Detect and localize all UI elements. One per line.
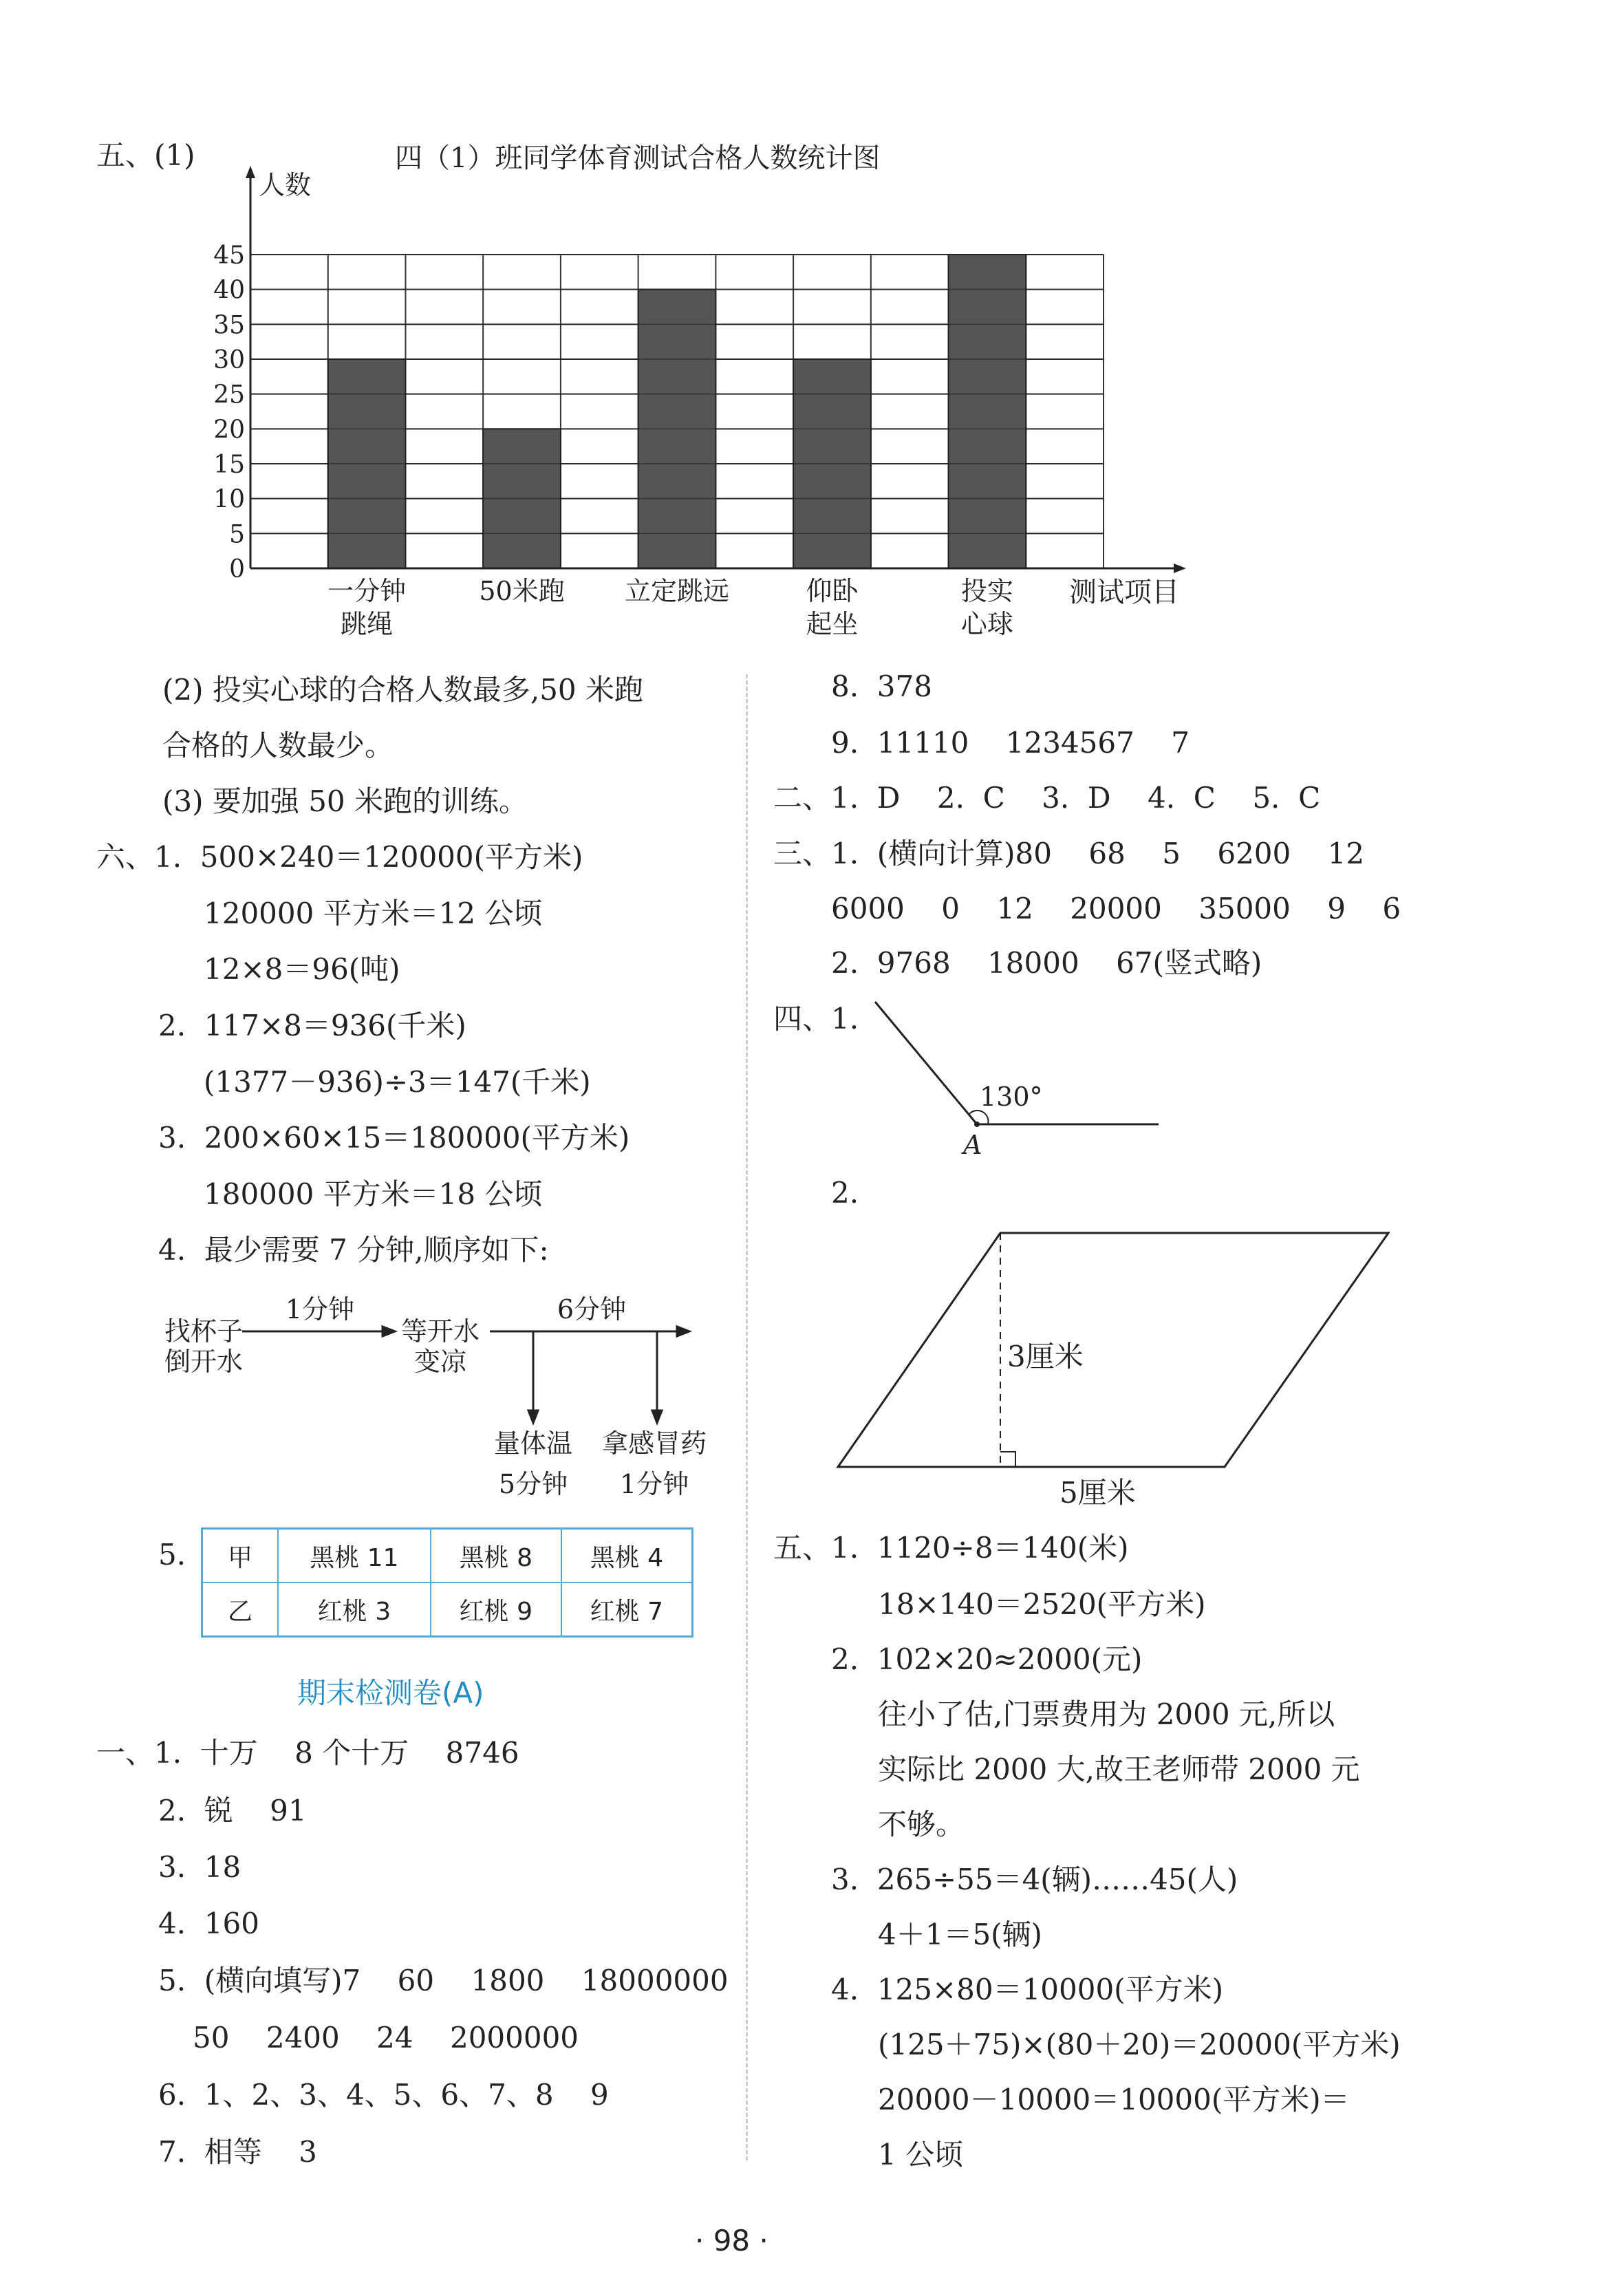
right-b-line-10: (125＋75)×(80＋20)＝20000(平方米) (878, 2028, 1401, 2061)
left-line-5: 120000 平方米＝12 公顷 (204, 897, 543, 930)
y-tick-label: 10 (213, 485, 245, 514)
y-tick-label: 30 (213, 346, 245, 374)
right-b-line-9: 4. 125×80＝10000(平方米) (831, 1973, 1223, 2006)
y-tick-label: 45 (213, 242, 245, 270)
y-tick-label: 5 (229, 520, 245, 549)
base-label: 5厘米 (1059, 1476, 1136, 1510)
left-line-3: (3) 要加强 50 米跑的训练。 (162, 784, 528, 818)
left-line-10: 180000 平方米＝18 公顷 (204, 1177, 543, 1211)
left-line-7: 2. 117×8＝936(千米) (158, 1009, 466, 1042)
flow-sub1-line1: 量体温 (493, 1428, 572, 1459)
right-b-line-6: 不够。 (878, 1807, 965, 1841)
left-line-6: 12×8＝96(吨) (204, 952, 400, 986)
x-tick-label: 仰卧 (806, 576, 859, 606)
angle-point-label: A (963, 1130, 982, 1160)
right-line-1: 8. 378 (831, 669, 932, 703)
right-b-line-5: 实际比 2000 大,故王老师带 2000 元 (878, 1752, 1360, 1786)
x-tick-label: 立定跳远 (624, 576, 730, 606)
q5-label: 5. (158, 1538, 186, 1571)
x-tick-label: 50米跑 (479, 576, 565, 606)
right-b-line-8: 4＋1＝5(辆) (878, 1918, 1042, 1951)
y-tick-label: 35 (213, 311, 245, 340)
left-line-2: 合格的人数最少。 (162, 729, 394, 762)
left-line-1: (2) 投实心球的合格人数最多,50 米跑 (162, 673, 643, 707)
height-label: 3厘米 (1007, 1340, 1084, 1373)
right-b-line-1: 五、1. 1120÷8＝140(米) (773, 1531, 1129, 1565)
table-cell: 红桃 3 (278, 1582, 431, 1637)
right-b-line-12: 1 公顷 (878, 2138, 964, 2171)
right-b-line-2: 18×140＝2520(平方米) (878, 1587, 1206, 1621)
exam-line-1: 一、1. 十万 8 个十万 8746 (96, 1736, 519, 1770)
flow-arrow2-label: 6分钟 (557, 1294, 627, 1324)
left-line-11: 4. 最少需要 7 分钟,顺序如下: (158, 1233, 549, 1267)
right-line-7: 四、1. (773, 1002, 859, 1036)
table-cell: 甲 (202, 1529, 279, 1583)
flow-step1-line1: 找杯子 (164, 1316, 243, 1347)
x-tick-label: 投实 (960, 576, 1013, 606)
section-5-label: 五、(1) (96, 138, 195, 172)
exam-line-6: 50 2400 24 2000000 (193, 2021, 579, 2054)
right-line-2: 9. 11110 1234567 7 (831, 726, 1190, 760)
table-cell: 乙 (202, 1582, 279, 1637)
flow-step2-line2: 变凉 (413, 1347, 466, 1377)
right-line-4: 三、1. (横向计算)80 68 5 6200 12 (773, 837, 1365, 870)
flow-step1-line2: 倒开水 (164, 1347, 243, 1377)
right-line-5: 6000 0 12 20000 35000 9 6 (831, 892, 1401, 925)
exam-line-4: 4. 160 (158, 1907, 259, 1940)
x-tick-label: 起坐 (806, 609, 859, 639)
y-tick-label: 20 (213, 416, 245, 444)
exam-line-8: 7. 相等 3 (158, 2135, 317, 2169)
page-number: · 98 · (695, 2224, 768, 2257)
exam-title: 期末检测卷(A) (297, 1676, 484, 1710)
y-tick-label: 40 (213, 276, 245, 305)
exam-line-2: 2. 锐 91 (158, 1794, 307, 1827)
left-line-9: 3. 200×60×15＝180000(平方米) (158, 1121, 630, 1155)
right-b-line-4: 往小了估,门票费用为 2000 元,所以 (878, 1697, 1335, 1731)
left-line-8: (1377－936)÷3＝147(千米) (204, 1065, 591, 1099)
table-cell: 黑桃 4 (561, 1529, 693, 1583)
flow-step2-line1: 等开水 (400, 1316, 480, 1347)
angle-label: 130° (980, 1082, 1043, 1112)
x-axis-title: 测试项目 (1069, 577, 1179, 608)
table-cell: 黑桃 8 (431, 1529, 561, 1583)
y-axis-title: 人数 (259, 170, 312, 200)
flow-sub1-line2: 5分钟 (498, 1469, 568, 1499)
y-tick-label: 25 (213, 380, 245, 409)
right-line-6: 2. 9768 18000 67(竖式略) (831, 946, 1262, 980)
x-tick-label: 一分钟 (327, 576, 407, 606)
right-b-line-3: 2. 102×20≈2000(元) (831, 1642, 1143, 1676)
flow-sub2-line2: 1分钟 (619, 1469, 689, 1499)
right-b-line-7: 3. 265÷55＝4(辆)……45(人) (831, 1863, 1238, 1896)
table-cell: 红桃 7 (561, 1582, 693, 1637)
table-cell: 黑桃 11 (278, 1529, 431, 1583)
x-tick-label: 心球 (960, 609, 1013, 639)
flow-arrow1-label: 1分钟 (285, 1294, 355, 1324)
left-line-4: 六、1. 500×240＝120000(平方米) (96, 840, 583, 874)
exam-line-3: 3. 18 (158, 1850, 241, 1884)
x-tick-label: 跳绳 (341, 609, 394, 639)
table-cell: 红桃 9 (431, 1582, 561, 1637)
exam-line-7: 6. 1、2、3、4、5、6、7、8 9 (158, 2078, 609, 2112)
chart-title: 四（1）班同学体育测试合格人数统计图 (395, 142, 881, 174)
y-tick-label: 15 (213, 451, 245, 479)
right-b-line-11: 20000－10000＝10000(平方米)＝ (878, 2083, 1350, 2116)
right-line-3: 二、1. D 2. C 3. D 4. C 5. C (773, 781, 1321, 815)
flow-sub2-line1: 拿感冒药 (601, 1428, 707, 1459)
exam-line-5: 5. (横向填写)7 60 1800 18000000 (158, 1964, 729, 1997)
q2-label: 2. (831, 1176, 859, 1210)
y-tick-label: 0 (229, 555, 245, 583)
